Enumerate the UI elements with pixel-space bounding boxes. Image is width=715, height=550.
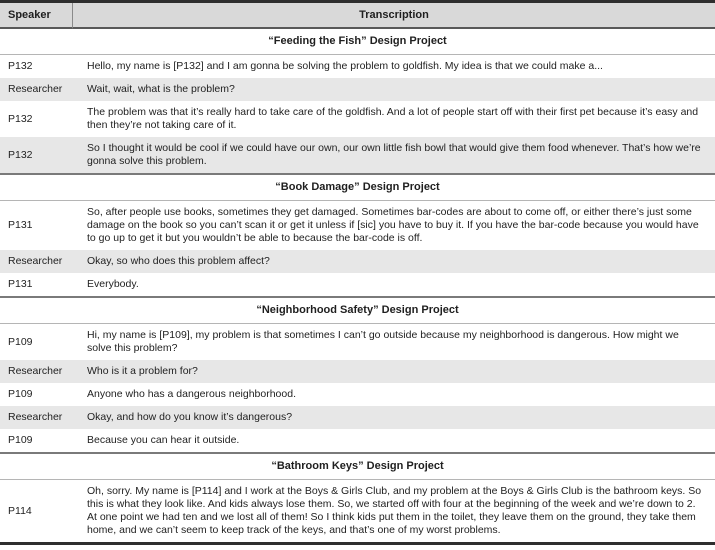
speaker-cell: P131 xyxy=(0,201,73,250)
section-header-row xyxy=(0,173,715,201)
transcription-cell: Okay, so who does this problem affect? xyxy=(73,250,715,273)
table-row xyxy=(0,78,715,101)
transcription-cell: Anyone who has a dangerous neighborhood. xyxy=(73,383,715,406)
transcription-cell: Everybody. xyxy=(73,273,715,296)
speaker-cell: Researcher xyxy=(0,78,73,101)
transcription-cell: So I thought it would be cool if we could have our own, our own little fish bowl that would give them food whenever. That’s how we’re gonna solve this problem. xyxy=(73,137,715,173)
section-title: “Neighborhood Safety” Design Project xyxy=(0,296,715,324)
section-header-row xyxy=(0,29,715,55)
header-row xyxy=(0,3,715,29)
speaker-cell: P132 xyxy=(0,137,73,173)
speaker-cell: P131 xyxy=(0,273,73,296)
section-header-row xyxy=(0,452,715,480)
section-title: “Bathroom Keys” Design Project xyxy=(0,452,715,480)
speaker-cell: P132 xyxy=(0,101,73,137)
section-title: “Book Damage” Design Project xyxy=(0,173,715,201)
transcription-cell: The problem was that it’s really hard to take care of the goldfish. And a lot of people start off with their first pet because it’s easy and then they’re not taking care of it. xyxy=(73,101,715,137)
speaker-cell: P109 xyxy=(0,324,73,360)
speaker-cell: P114 xyxy=(0,480,73,542)
section-title: “Feeding the Fish” Design Project xyxy=(0,29,715,55)
transcription-cell: Hi, my name is [P109], my problem is that sometimes I can’t go outside because my neighborhood is dangerous. How might we solve this problem? xyxy=(73,324,715,360)
transcription-cell: Okay, and how do you know it’s dangerous? xyxy=(73,406,715,429)
table-row xyxy=(0,383,715,406)
speaker-cell: P109 xyxy=(0,383,73,406)
speaker-cell: P132 xyxy=(0,55,73,78)
transcription-cell: Wait, wait, what is the problem? xyxy=(73,78,715,101)
table-row xyxy=(0,250,715,273)
speaker-cell: P109 xyxy=(0,429,73,452)
table-row xyxy=(0,406,715,429)
table-row xyxy=(0,55,715,78)
transcription-cell: Hello, my name is [P132] and I am gonna be solving the problem to goldfish. My idea is that we could make a... xyxy=(73,55,715,78)
table-row xyxy=(0,480,715,542)
table-row xyxy=(0,360,715,383)
speaker-cell: Researcher xyxy=(0,406,73,429)
speaker-cell: Researcher xyxy=(0,250,73,273)
transcription-cell: Because you can hear it outside. xyxy=(73,429,715,452)
table-body xyxy=(0,29,715,542)
speaker-cell: Researcher xyxy=(0,360,73,383)
table-row xyxy=(0,201,715,250)
section-header-row xyxy=(0,296,715,324)
table-row xyxy=(0,137,715,173)
transcription-cell: So, after people use books, sometimes they get damaged. Sometimes bar-codes are about to come off, or either there’s just some damage on the book so you can’t scan it or get it unless if [sic] you have to buy it. If you have the bar-code because you would have to go up to get it but you wouldn’t be able to because the bar-code is off. xyxy=(73,201,715,250)
table-row xyxy=(0,101,715,137)
column-header-transcription: Transcription xyxy=(73,3,715,29)
column-header-speaker: Speaker xyxy=(0,3,73,29)
transcription-cell: Oh, sorry. My name is [P114] and I work at the Boys & Girls Club, and my problem at the Boys & Girls Club is the bathroom keys. So this is what they look like. And kids always lose them. So, we started off with four at the beginning of the week and we’re down to 2. At one point we had ten and we lost all of them! So I think kids put them in the toilet, they leave them on the ground, they take them home, and we can’t seem to keep track of the keys, and that’s one of my worst problems. xyxy=(73,480,715,542)
table-row xyxy=(0,324,715,360)
table-row xyxy=(0,429,715,452)
table-row xyxy=(0,273,715,296)
transcription-cell: Who is it a problem for? xyxy=(73,360,715,383)
